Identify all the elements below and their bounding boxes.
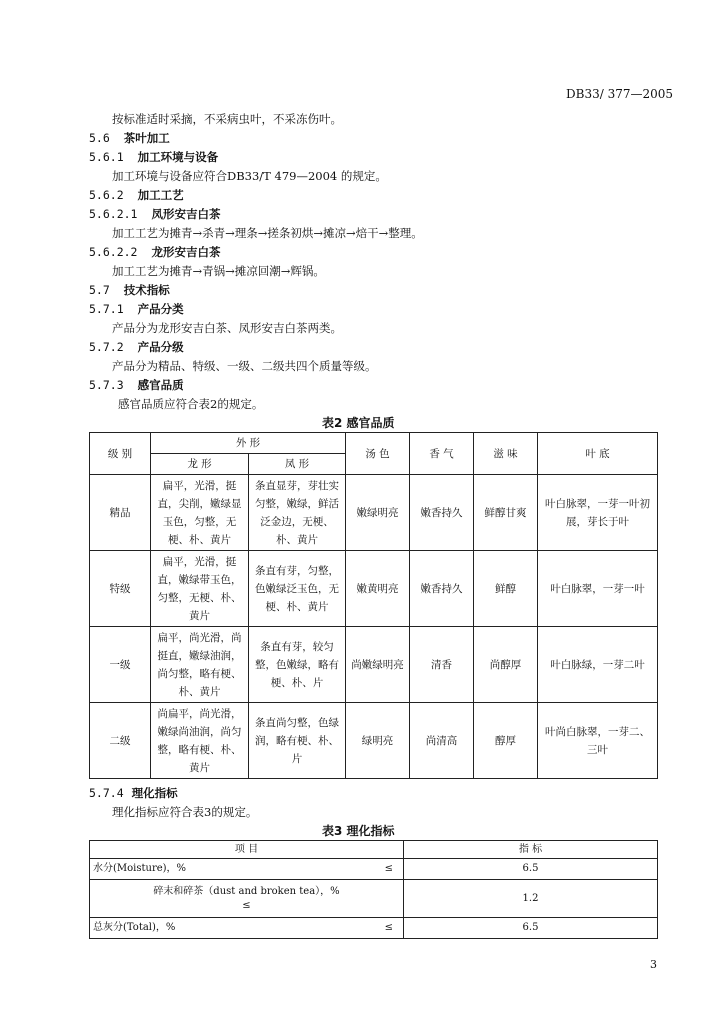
- section-title: 茶叶加工: [123, 131, 170, 145]
- heading-5-6-1: [89, 149, 218, 165]
- heading-5-7-1: [89, 301, 184, 317]
- cell-dragon: 扁平，尚光滑，尚挺直，嫩绿油润，尚匀整，略有梗、朴、黄片: [151, 627, 249, 703]
- cell-leaf: 叶白脉绿，一芽二叶: [538, 627, 658, 703]
- cell-value: 6.5: [404, 918, 658, 939]
- section-number: 5.6.1: [89, 150, 124, 164]
- header-dragon-shape: 龙 形: [151, 454, 249, 475]
- header-index: 指 标: [404, 841, 658, 859]
- cell-value: 6.5: [404, 859, 658, 880]
- cell-grade: 精品: [90, 475, 151, 551]
- table-row: [90, 918, 658, 939]
- cell-dragon: 扁平，光滑，挺直，尖削，嫩绿显玉色，匀整，无梗、朴、黄片: [151, 475, 249, 551]
- table-row: [90, 859, 658, 880]
- cell-phoenix: 条直显芽，芽壮实匀整，嫩绿，鲜活泛金边，无梗、朴、黄片: [249, 475, 346, 551]
- section-title: 感官品质: [137, 378, 184, 392]
- physicochemical-table: [89, 840, 658, 939]
- item-le: ≤: [242, 899, 251, 911]
- cell-le: ≤: [340, 859, 404, 880]
- cell-leaf: 叶白脉翠，一芽一叶初展，芽长于叶: [538, 475, 658, 551]
- table2-caption: 表2 感官品质: [322, 416, 395, 430]
- cell-leaf: 叶尚白脉翠，一芽二、三叶: [538, 703, 658, 779]
- section-number: 5.7.1: [89, 302, 124, 316]
- cell-dragon: 扁平，光滑，挺直，嫩绿带玉色，匀整，无梗、朴、黄片: [151, 551, 249, 627]
- paragraph-5-6-2-2: 加工工艺为摊青→青锅→摊凉回潮→辉锅。: [112, 264, 325, 278]
- cell-value: 1.2: [404, 880, 658, 918]
- section-number: 5.7: [89, 283, 110, 297]
- cell-leaf: 叶白脉翠，一芽一叶: [538, 551, 658, 627]
- cell-aroma: 嫩香持久: [410, 551, 474, 627]
- cell-phoenix: 条直有芽，匀整，色嫩绿泛玉色，无梗、朴、黄片: [249, 551, 346, 627]
- cell-grade: 二级: [90, 703, 151, 779]
- cell-aroma: 清香: [410, 627, 474, 703]
- section-number: 5.7.3: [89, 378, 124, 392]
- header-appearance: 外 形: [151, 433, 346, 454]
- cell-taste: 鲜醇甘爽: [474, 475, 538, 551]
- header-leaf-base: 叶 底: [538, 433, 658, 475]
- paragraph-5-6-2-1: 加工工艺为摊青→杀青→理条→搓条初烘→摊凉→焙干→整理。: [112, 226, 423, 240]
- cell-soup: 嫩黄明亮: [346, 551, 410, 627]
- table-row: [90, 627, 658, 703]
- cell-item: 水分(Moisture)，%: [90, 859, 340, 880]
- cell-soup: 嫩绿明亮: [346, 475, 410, 551]
- paragraph-5-6-1: 加工环境与设备应符合DB33/T 479—2004 的规定。: [112, 169, 387, 183]
- paragraph-5-7-2: 产品分为精品、特级、一级、二级共四个质量等级。: [112, 359, 377, 373]
- heading-5-6-2-2: [89, 244, 220, 260]
- cell-phoenix: 条直有芽，较匀整，色嫩绿，略有梗、朴、片: [249, 627, 346, 703]
- page-number: 3: [650, 958, 657, 971]
- cell-aroma: 尚清高: [410, 703, 474, 779]
- section-title: 凤形安吉白茶: [151, 207, 221, 221]
- section-title: 加工环境与设备: [137, 150, 219, 164]
- table-row: [90, 551, 658, 627]
- section-title: 理化指标: [131, 786, 178, 800]
- cell-le: ≤: [340, 918, 404, 939]
- header-item: 项 目: [90, 841, 404, 859]
- cell-soup: 绿明亮: [346, 703, 410, 779]
- heading-5-7-4: [89, 785, 178, 801]
- heading-5-6: [89, 130, 170, 146]
- heading-5-6-2: [89, 187, 184, 203]
- header-grade: 级 别: [90, 433, 151, 475]
- cell-phoenix: 条直尚匀整，色绿润，略有梗、朴、片: [249, 703, 346, 779]
- section-title: 产品分级: [137, 340, 184, 354]
- cell-taste: 鲜醇: [474, 551, 538, 627]
- sensory-quality-table: [89, 432, 658, 779]
- heading-5-6-2-1: [89, 206, 220, 222]
- item-text: 碎末和碎茶（dust and broken tea），%: [153, 885, 340, 897]
- paragraph-5-7-3: 感官品质应符合表2的规定。: [118, 397, 264, 411]
- section-number: 5.7.2: [89, 340, 124, 354]
- section-title: 加工工艺: [137, 188, 184, 202]
- cell-item: 总灰分(Total)，%: [90, 918, 340, 939]
- section-title: 产品分类: [137, 302, 184, 316]
- paragraph-5-7-1: 产品分为龙形安吉白茶、凤形安吉白茶两类。: [112, 321, 342, 335]
- section-number: 5.6.2: [89, 188, 124, 202]
- section-title: 龙形安吉白茶: [151, 245, 221, 259]
- heading-5-7-2: [89, 339, 184, 355]
- table3-caption: 表3 理化指标: [322, 824, 395, 838]
- cell-item: [90, 880, 404, 918]
- document-id: DB33/ 377—2005: [566, 87, 674, 101]
- table-row: [90, 703, 658, 779]
- cell-taste: 尚醇厚: [474, 627, 538, 703]
- paragraph-5-7-4: 理化指标应符合表3的规定。: [112, 805, 258, 819]
- header-aroma: 香 气: [410, 433, 474, 475]
- cell-grade: 一级: [90, 627, 151, 703]
- header-phoenix-shape: 凤 形: [249, 454, 346, 475]
- heading-5-7: [89, 282, 170, 298]
- table-row: [90, 475, 658, 551]
- section-title: 技术指标: [123, 283, 170, 297]
- section-number: 5.7.4: [89, 786, 124, 800]
- cell-grade: 特级: [90, 551, 151, 627]
- header-taste: 滋 味: [474, 433, 538, 475]
- heading-5-7-3: [89, 377, 184, 393]
- cell-dragon: 尚扁平，尚光滑，嫩绿尚油润，尚匀整，略有梗、朴、黄片: [151, 703, 249, 779]
- table-row: [90, 880, 658, 918]
- section-number: 5.6: [89, 131, 110, 145]
- cell-aroma: 嫩香持久: [410, 475, 474, 551]
- cell-taste: 醇厚: [474, 703, 538, 779]
- section-number: 5.6.2.1: [89, 207, 138, 221]
- paragraph-harvest: 按标准适时采摘，不采病虫叶，不采冻伤叶。: [112, 112, 342, 126]
- section-number: 5.6.2.2: [89, 245, 138, 259]
- cell-soup: 尚嫩绿明亮: [346, 627, 410, 703]
- header-soup-color: 汤 色: [346, 433, 410, 475]
